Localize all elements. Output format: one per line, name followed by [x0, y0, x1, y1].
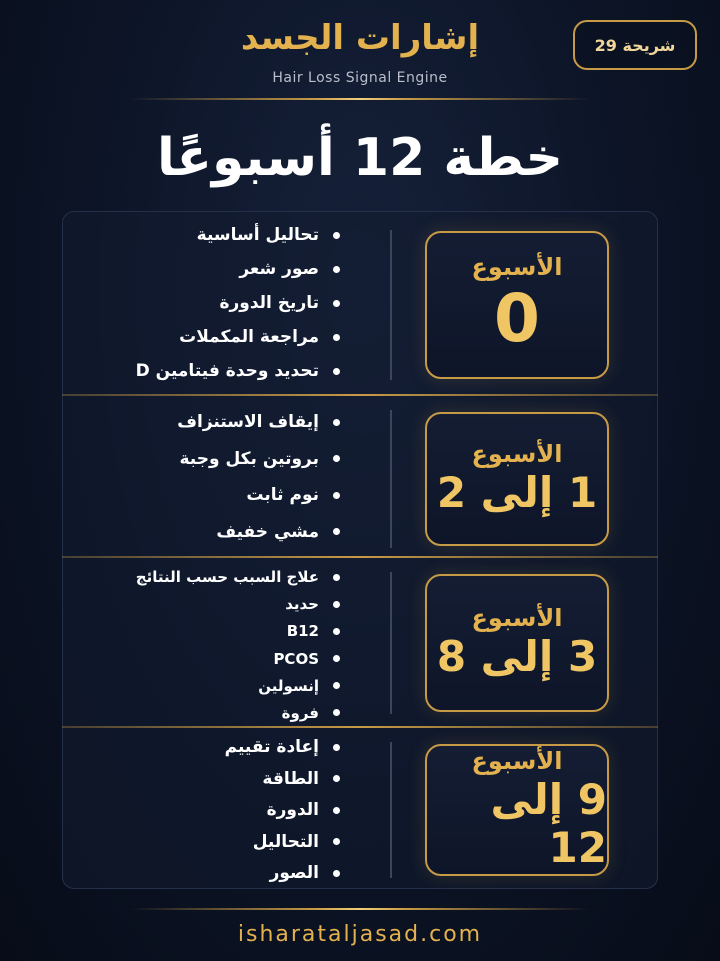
bullet-dot-icon: [333, 368, 340, 375]
list-item-text: تحاليل أساسية: [196, 225, 319, 245]
week-label: الأسبوع: [471, 252, 563, 281]
list-item-text: الصور: [269, 863, 319, 883]
week-label: الأسبوع: [471, 747, 563, 776]
list-item: [40, 225, 340, 245]
week-range: 0: [494, 280, 540, 358]
list-item-text: صور شعر: [239, 259, 319, 279]
bullet-dot-icon: [333, 709, 340, 716]
bullet-dot-icon: [333, 492, 340, 499]
list-item-text: الدورة: [266, 800, 319, 820]
list-item: [40, 293, 340, 313]
bullet-dot-icon: [333, 744, 340, 751]
bullet-dot-icon: [333, 232, 340, 239]
phase-2-list: [40, 568, 340, 722]
list-item-text: إنسولين: [258, 676, 319, 695]
row-separator-line: [390, 572, 392, 714]
brand-subtitle: Hair Loss Signal Engine: [272, 70, 448, 86]
bullet-dot-icon: [333, 682, 340, 689]
row-divider: [62, 726, 658, 728]
week-range: 9 إلى 12: [490, 775, 607, 873]
row-divider: [62, 394, 658, 396]
bullet-dot-icon: [333, 266, 340, 273]
week-label: الأسبوع: [471, 604, 563, 633]
list-item: [40, 327, 340, 347]
list-item-text: مشي خفيف: [216, 521, 319, 542]
bullet-dot-icon: [333, 628, 340, 635]
bullet-dot-icon: [333, 574, 340, 581]
bullet-dot-icon: [333, 300, 340, 307]
bullet-dot-icon: [333, 601, 340, 608]
phase-1-list: [40, 412, 340, 542]
footer-divider: [130, 908, 590, 910]
phase-3-list: [40, 737, 340, 883]
list-item: [40, 485, 340, 505]
list-item-text: التحاليل: [252, 831, 319, 852]
list-item: [40, 650, 340, 668]
slide-number-label: شريحة 29: [594, 35, 676, 55]
row-separator-line: [390, 230, 392, 380]
list-item: [40, 595, 340, 613]
list-item: [40, 737, 340, 757]
list-item-text: تحديد وحدة فيتامين D: [135, 361, 319, 381]
week-box-phase-3: [425, 744, 609, 876]
list-item-text: حديد: [285, 595, 319, 614]
phase-0-list: [40, 225, 340, 381]
brand-title: إشارات الجسد: [240, 18, 480, 58]
list-item-text: B12: [286, 622, 319, 641]
list-item-text: PCOS: [273, 649, 319, 668]
week-range: 1 إلى 2: [436, 468, 598, 518]
list-item-text: بروتين بكل وجبة: [179, 448, 319, 469]
header-divider: [130, 98, 590, 100]
week-range: 3 إلى 8: [436, 632, 598, 682]
list-item-text: علاج السبب حسب النتائج: [135, 568, 319, 586]
bullet-dot-icon: [333, 775, 340, 782]
list-item: [40, 800, 340, 820]
footer-website-link[interactable]: isharataljasad.com: [237, 922, 483, 947]
list-item: [40, 412, 340, 432]
bullet-dot-icon: [333, 655, 340, 662]
bullet-dot-icon: [333, 838, 340, 845]
list-item-text: الطاقة: [262, 768, 319, 789]
list-item-text: مراجعة المكملات: [179, 327, 319, 347]
week-box-phase-0: [425, 231, 609, 379]
list-item: [40, 769, 340, 789]
list-item: [40, 361, 340, 381]
list-item: [40, 677, 340, 695]
bullet-dot-icon: [333, 870, 340, 877]
list-item: [40, 522, 340, 542]
list-item-text: تاريخ الدورة: [219, 293, 319, 313]
list-item-text: إيقاف الاستنزاف: [177, 412, 319, 432]
bullet-dot-icon: [333, 455, 340, 462]
row-separator-line: [390, 742, 392, 878]
list-item-text: فروة: [281, 703, 319, 722]
list-item: [40, 832, 340, 852]
week-label: الأسبوع: [471, 440, 563, 469]
list-item: [40, 622, 340, 640]
list-item: [40, 704, 340, 722]
list-item: [40, 259, 340, 279]
week-box-phase-2: [425, 574, 609, 712]
list-item: [40, 863, 340, 883]
page-title: خطة 12 أسبوعًا: [156, 128, 564, 188]
row-separator-line: [390, 410, 392, 548]
week-box-phase-1: [425, 412, 609, 546]
bullet-dot-icon: [333, 528, 340, 535]
list-item: [40, 568, 340, 586]
slide-number-badge: [573, 20, 697, 70]
bullet-dot-icon: [333, 334, 340, 341]
bullet-dot-icon: [333, 807, 340, 814]
bullet-dot-icon: [333, 419, 340, 426]
list-item-text: نوم ثابت: [246, 485, 319, 506]
row-divider: [62, 556, 658, 558]
list-item: [40, 449, 340, 469]
list-item-text: إعادة تقييم: [224, 737, 319, 757]
